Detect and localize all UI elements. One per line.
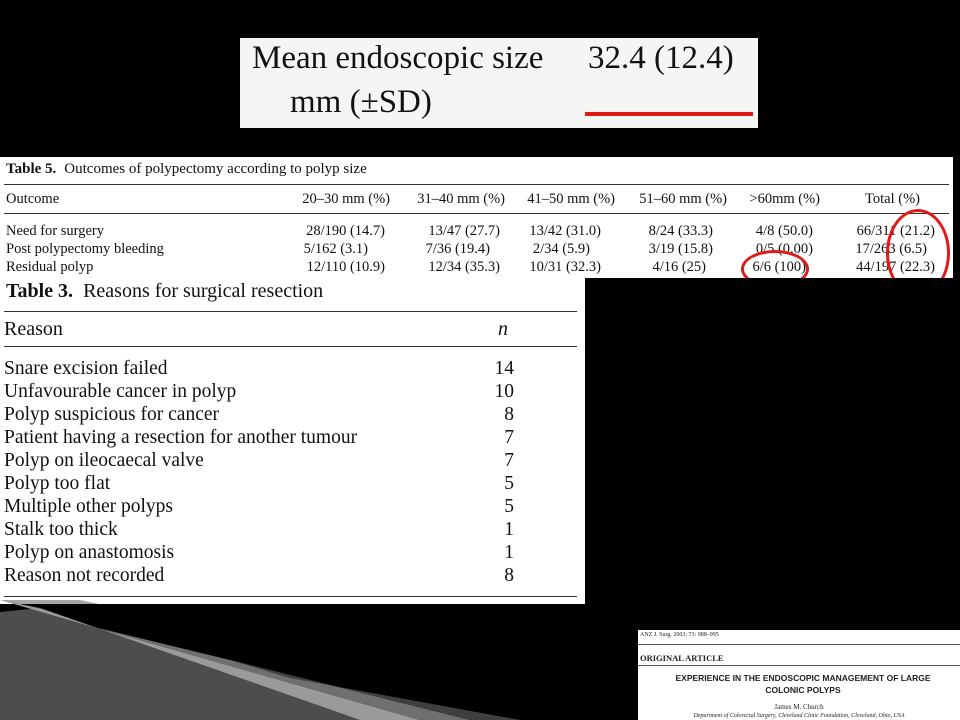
reason-count: 1 xyxy=(504,542,514,563)
article-type: ORIGINAL ARTICLE xyxy=(640,653,724,663)
table-row xyxy=(4,496,514,519)
table-row xyxy=(4,427,514,450)
table3-number: Table 3. xyxy=(6,280,74,302)
table5-row-label: Residual polyp xyxy=(6,259,94,275)
reason-label: Reason not recorded xyxy=(4,565,165,586)
reason-count: 8 xyxy=(504,404,514,425)
table5-row-label: Post polypectomy bleeding xyxy=(6,241,164,257)
table5-header-col3: 41–50 mm (%) xyxy=(527,191,615,207)
table3-caption: Reasons for surgical resection xyxy=(83,280,324,302)
table-row xyxy=(4,404,514,427)
slide-decoration xyxy=(0,600,640,720)
reason-label: Stalk too thick xyxy=(4,519,118,540)
table5-top-rule xyxy=(4,184,949,185)
table5-cell: 5/162 (3.1) xyxy=(303,241,368,257)
table3-title xyxy=(6,280,323,303)
reason-label: Polyp too flat xyxy=(4,473,111,494)
reason-label: Polyp suspicious for cancer xyxy=(4,404,219,425)
reason-count: 14 xyxy=(494,358,514,379)
table5-cell: 13/42 (31.0) xyxy=(529,223,601,239)
table3-reasons xyxy=(0,278,585,604)
table3-header-reason: Reason xyxy=(4,318,63,340)
table5-cell: 12/110 (10.9) xyxy=(306,259,385,275)
reason-label: Multiple other polyps xyxy=(4,496,173,517)
mean-size-unit: mm (±SD) xyxy=(290,84,432,120)
table3-top-rule xyxy=(4,311,577,312)
mean-size-snippet xyxy=(240,38,758,128)
reason-label: Polyp on anastomosis xyxy=(4,542,175,563)
reason-count: 7 xyxy=(504,427,514,448)
table-row xyxy=(4,381,514,404)
table5-cell: 28/190 (14.7) xyxy=(306,223,385,239)
reason-label: Unfavourable cancer in polyp xyxy=(4,381,237,402)
table5-cell: 13/47 (27.7) xyxy=(428,223,500,239)
table5-caption: Outcomes of polypectomy according to polyp size xyxy=(64,161,367,177)
table5-header-outcome: Outcome xyxy=(6,191,60,207)
table-row xyxy=(4,565,514,588)
reason-count: 5 xyxy=(504,496,514,517)
table5-header-col2: 31–40 mm (%) xyxy=(417,191,505,207)
article-thumbnail xyxy=(638,630,960,720)
article-title: EXPERIENCE IN THE ENDOSCOPIC MANAGEMENT OF LARGE COLONIC POLYPS xyxy=(675,673,931,695)
reason-label: Patient having a resection for another tumour xyxy=(4,427,358,448)
table5-cell: 10/31 (32.3) xyxy=(529,259,601,275)
reason-label: Snare excision failed xyxy=(4,358,168,379)
reason-count: 7 xyxy=(504,450,514,471)
table5-cell: 4/8 (50.0) xyxy=(755,223,813,239)
table5-cell: 12/34 (35.3) xyxy=(428,259,500,275)
red-underline xyxy=(585,112,753,116)
table5-cell: 2/34 (5.9) xyxy=(532,241,590,257)
table5-cell: 3/19 (15.8) xyxy=(648,241,713,257)
table5-cell: 0/5 (0.00) xyxy=(755,241,813,257)
article-rule xyxy=(638,644,960,645)
table-row xyxy=(4,519,514,542)
table-row xyxy=(4,358,514,381)
mean-size-label: Mean endoscopic size xyxy=(252,40,544,76)
table5-outcomes xyxy=(0,157,953,278)
reason-count: 10 xyxy=(494,381,514,402)
table5-cell: 6/6 (100) xyxy=(752,259,806,275)
reason-count: 1 xyxy=(504,519,514,540)
table-row xyxy=(4,542,514,565)
article-author: James M. Church xyxy=(774,703,824,711)
table5-cell: 17/263 (6.5) xyxy=(855,241,927,257)
table5-cell: 66/311 (21.2) xyxy=(856,223,935,239)
reason-label: Polyp on ileocaecal valve xyxy=(4,450,204,471)
table5-header-col5: >60mm (%) xyxy=(749,191,820,207)
table5-header-col4: 51–60 mm (%) xyxy=(639,191,727,207)
journal-citation: ANZ J. Surg. 2003; 73: 988–995 xyxy=(640,632,719,638)
reason-count: 8 xyxy=(504,565,514,586)
table5-header-col6: Total (%) xyxy=(865,191,920,207)
article-affiliation: Department of Colorectal Surgery, Cleveland Clinic Foundation, Cleveland, Ohio, USA xyxy=(693,713,905,719)
reason-count: 5 xyxy=(504,473,514,494)
table-row xyxy=(4,473,514,496)
table5-cell: 4/16 (25) xyxy=(652,259,706,275)
table5-row-label: Need for surgery xyxy=(6,223,104,239)
table5-title xyxy=(6,161,367,178)
article-rule xyxy=(638,665,960,666)
table3-header-n: n xyxy=(498,318,508,340)
table5-cell: 7/36 (19.4) xyxy=(425,241,490,257)
table3-header-rule xyxy=(4,346,577,347)
table5-header-rule xyxy=(4,213,949,214)
mean-size-value: 32.4 (12.4) xyxy=(588,40,734,76)
table5-cell: 44/197 (22.3) xyxy=(856,259,935,275)
table5-header-col1: 20–30 mm (%) xyxy=(302,191,390,207)
table5-number: Table 5. xyxy=(6,161,57,177)
table-row xyxy=(4,450,514,473)
table5-cell: 8/24 (33.3) xyxy=(648,223,713,239)
table3-bottom-rule xyxy=(4,596,577,597)
